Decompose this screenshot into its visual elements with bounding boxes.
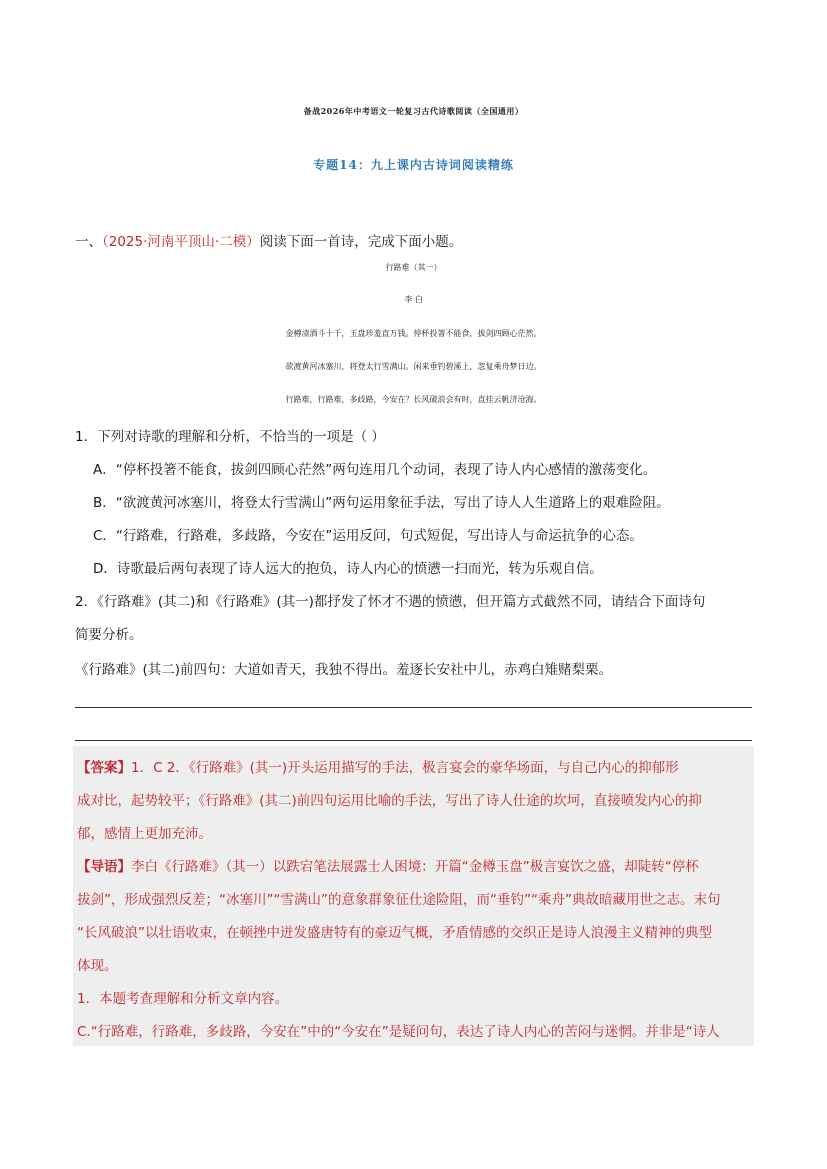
q1-option-b: B．“欲渡黄河冰塞川，将登太行雪满山”两句运用象征手法，写出了诗人人生道路上的艰难险阻。 <box>93 495 670 511</box>
q1-option-c: C．“行路难，行路难，多歧路，今安在”运用反问，句式短促，写出诗人与命运抗争的心态。 <box>93 528 643 544</box>
question-source: （2025·河南平顶山·二模） <box>102 234 260 250</box>
guide-line-2: 拔剑”，形成强烈反差；“冰塞川”“雪满山”的意象群象征仕途险阻，而“垂钓”“乘舟”典故暗藏用世之志。末句 <box>77 892 721 908</box>
analysis-line-2: C.“行路难，行路难，多歧路，今安在”中的“今安在”是疑问句，表达了诗人内心的苦闷与迷惘。并非是“诗人 <box>77 1024 720 1040</box>
poem-line: 行路难，行路难，多歧路，今安在？长风破浪会有时，直挂云帆济沧海。 <box>285 395 542 404</box>
q1-stem: 1．下列对诗歌的理解和分析，不恰当的一项是（ ） <box>75 429 385 445</box>
analysis-line-1: 1．本题考查理解和分析文章内容。 <box>77 991 289 1007</box>
poem-line: 欲渡黄河冰塞川，将登太行雪满山。闲来垂钓碧溪上，忽复乘舟梦日边。 <box>285 362 542 371</box>
q2-stem-line1: 2．《行路难》(其二)和《行路难》(其一)都抒发了怀才不遇的愤懑，但开篇方式截然不同，请结合下面诗句 <box>75 594 706 610</box>
answer-line-1: 【答案】1．C 2．《行路难》(其一)开头运用描写的手法，极言宴会的豪华场面，与自己内心的抑郁形 <box>77 760 679 776</box>
answer-tag: 【答案】 <box>77 760 131 776</box>
guide-line-4: 体现。 <box>77 958 118 974</box>
q1-option-a: A．“停杯投箸不能食，拔剑四顾心茫然”两句连用几个动词，表现了诗人内心感情的激荡变化。 <box>93 462 657 478</box>
answer-line-3: 郁，感情上更加充沛。 <box>77 826 212 842</box>
guide-line-3: “长风破浪”以壮语收束，在顿挫中迸发盛唐特有的豪迈气概，矛盾情感的交织正是诗人浪漫主义精神的典型 <box>77 925 712 941</box>
question-number: 一、 <box>75 234 102 250</box>
page-subtitle: 专题14：九上课内古诗词阅读精练 <box>313 158 514 172</box>
q2-quote: 《行路难》(其二)前四句：大道如青天，我独不得出。羞逐长安社中儿，赤鸡白雉赌梨栗。 <box>75 662 613 678</box>
guide-line-1: 【导语】李白《行路难》（其一）以跌宕笔法展露士人困境：开篇“金樽玉盘”极言宴饮之盛，却陡转“停杯 <box>77 859 699 875</box>
answer-box <box>73 746 754 1046</box>
page-title: 备战2026年中考语文一轮复习古代诗歌阅读（全国通用） <box>303 106 524 116</box>
question-intro <box>75 232 462 252</box>
poem-line: 金樽清酒斗十千，玉盘珍羞直万钱。停杯投箸不能食，拔剑四顾心茫然。 <box>285 329 542 338</box>
answer-line <box>75 740 752 741</box>
poem-author: 李 白 <box>404 295 423 304</box>
q1-option-d: D．诗歌最后两句表现了诗人远大的抱负，诗人内心的愤懑一扫而光，转为乐观自信。 <box>93 561 603 577</box>
q2-stem-line2: 简要分析。 <box>75 627 143 643</box>
answer-line <box>75 707 752 708</box>
guide-tag: 【导语】 <box>77 859 131 875</box>
answer-line-2: 成对比，起势较平；《行路难》(其二)前四句运用比喻的手法，写出了诗人仕途的坎坷，直接喷发内心的抑 <box>77 793 702 809</box>
question-instruction: 阅读下面一首诗，完成下面小题。 <box>259 234 463 250</box>
poem-title: 行路难（其一） <box>385 263 442 272</box>
